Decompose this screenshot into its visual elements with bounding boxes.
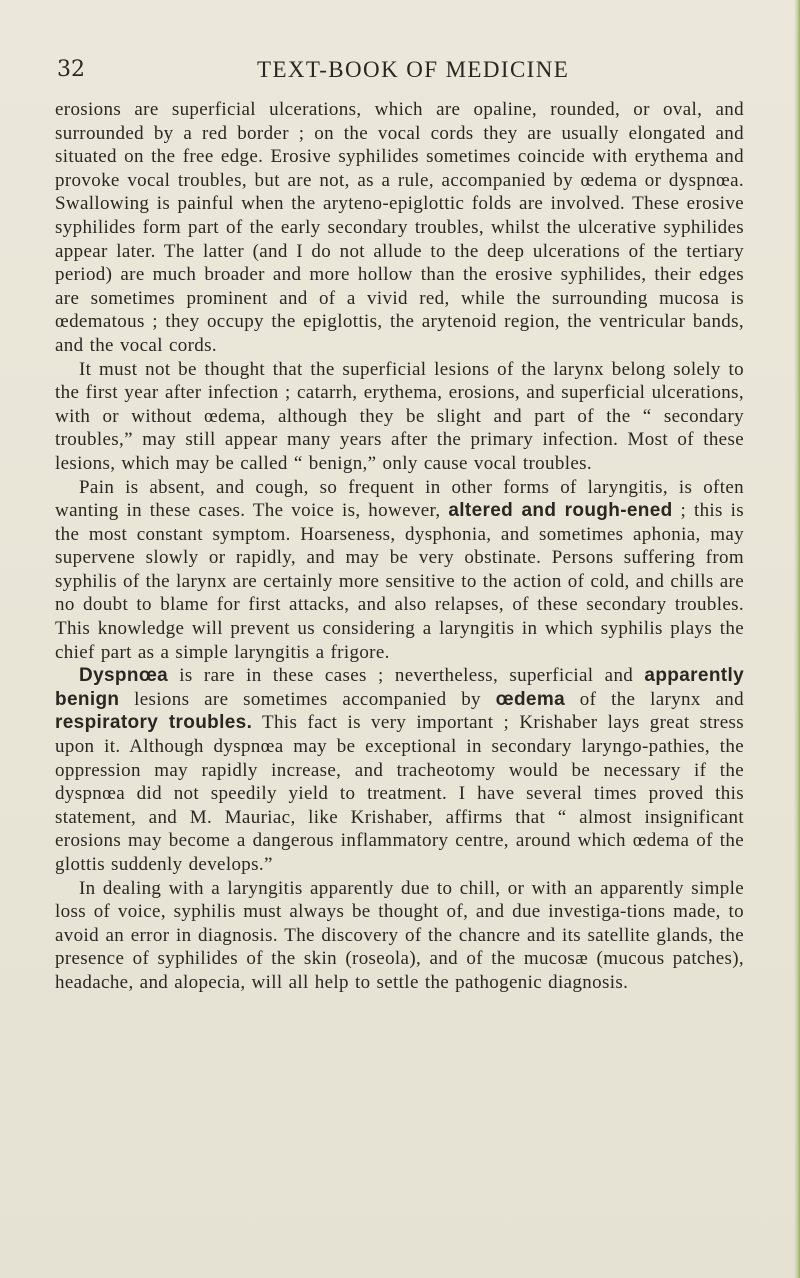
paragraph-text: of the larynx and [565,688,744,710]
bold-term-respiratory-troubles: respiratory troubles. [55,712,253,734]
page-edge [794,0,800,1278]
paragraph-text: is rare in these cases ; nevertheless, superficial and [168,665,645,687]
paragraph-dyspnoea [55,664,744,876]
paragraph-text: ; this is the most constant symptom. Hoarseness, dysphonia, and sometimes aphonia, may supervene slowly or rapidly, and may be very obstinate. Persons suffering from syphilis of the larynx are certainly more sensitive to the action of cold, and chills are no doubt to blame for first attacks, and also relapses, of these secondary troubles. This knowledge will prevent us considering a laryngitis in which syphilis plays the chief part as a simple laryngitis a frigore. [55,500,745,663]
page-header [57,56,747,90]
running-head: TEXT-BOOK OF MEDICINE [257,57,570,82]
bold-term-altered-roughened: altered and rough-ened [448,500,673,522]
paragraph-pain-and-voice [55,476,744,665]
paragraph-text: Pain is absent, and cough, so frequent in other forms of laryngitis, is often wanting in these cases. The voice is, however, [55,476,744,522]
bold-term-apparently-benign: apparently benign [55,665,744,710]
body-text [55,98,744,995]
paragraph-erosions: erosions are superficial ulcerations, which are opaline, rounded, or oval, and surrounded by a red border ; on the vocal cords they are usually elongated and situated on the free edge. Erosive syphilides sometimes coincide with erythema and provoke vocal troubles, but are not, as a rule, accompanied by œdema or dyspnœa. Swallowing is painful when the aryteno-epiglottic folds are involved. These erosive syphilides form part of the early secondary troubles, whilst the ulcerative syphilides appear later. The latter (and I do not allude to the deep ulcerations of the tertiary period) are much broader and more hollow than the erosive syphilides, their edges are sometimes prominent and of a vivid red, while the surrounding mucosa is œdematous ; they occupy the epiglottis, the arytenoid region, the ventricular bands, and the vocal cords. [55,99,744,356]
paragraph-diagnosis: In dealing with a laryngitis apparently due to chill, or with an apparently simple loss of voice, syphilis must always be thought of, and due investiga-tions made, to avoid an error in diagnosis. The discovery of the chancre and its satellite glands, the presence of syphilides of the skin (roseola), and of the mucosæ (mucous patches), headache, and alopecia, will all help to settle the pathogenic diagnosis. [55,877,744,993]
bold-term-dyspnoea: Dyspnœa [79,665,169,687]
bold-term-oedema: œdema [495,688,565,710]
page-number: 32 [57,57,85,82]
paragraph-superficial-lesions: It must not be thought that the superficial lesions of the larynx belong solely to the first year after infection ; catarrh, erythema, erosions, and superficial ulcerations, with or without œdema, although they be slight and part of the “ secondary troubles,” may still appear many years after the primary infection. Most of these lesions, which may be called “ benign,” only cause vocal troubles. [55,358,744,474]
paragraph-text: This fact is very important ; Krishaber lays great stress upon it. Although dyspnœa may be exceptional in secondary laryngo-pathies, the oppression may rapidly increase, and tracheotomy would be necessary if the dyspnœa did not speedily yield to treatment. I have several times proved this statement, and M. Mauriac, like Krishaber, affirms that “ almost insignificant erosions may become a dangerous inflammatory centre, around which œdema of the glottis suddenly develops.” [55,712,744,875]
paragraph-text: lesions are sometimes accompanied by [119,688,496,710]
